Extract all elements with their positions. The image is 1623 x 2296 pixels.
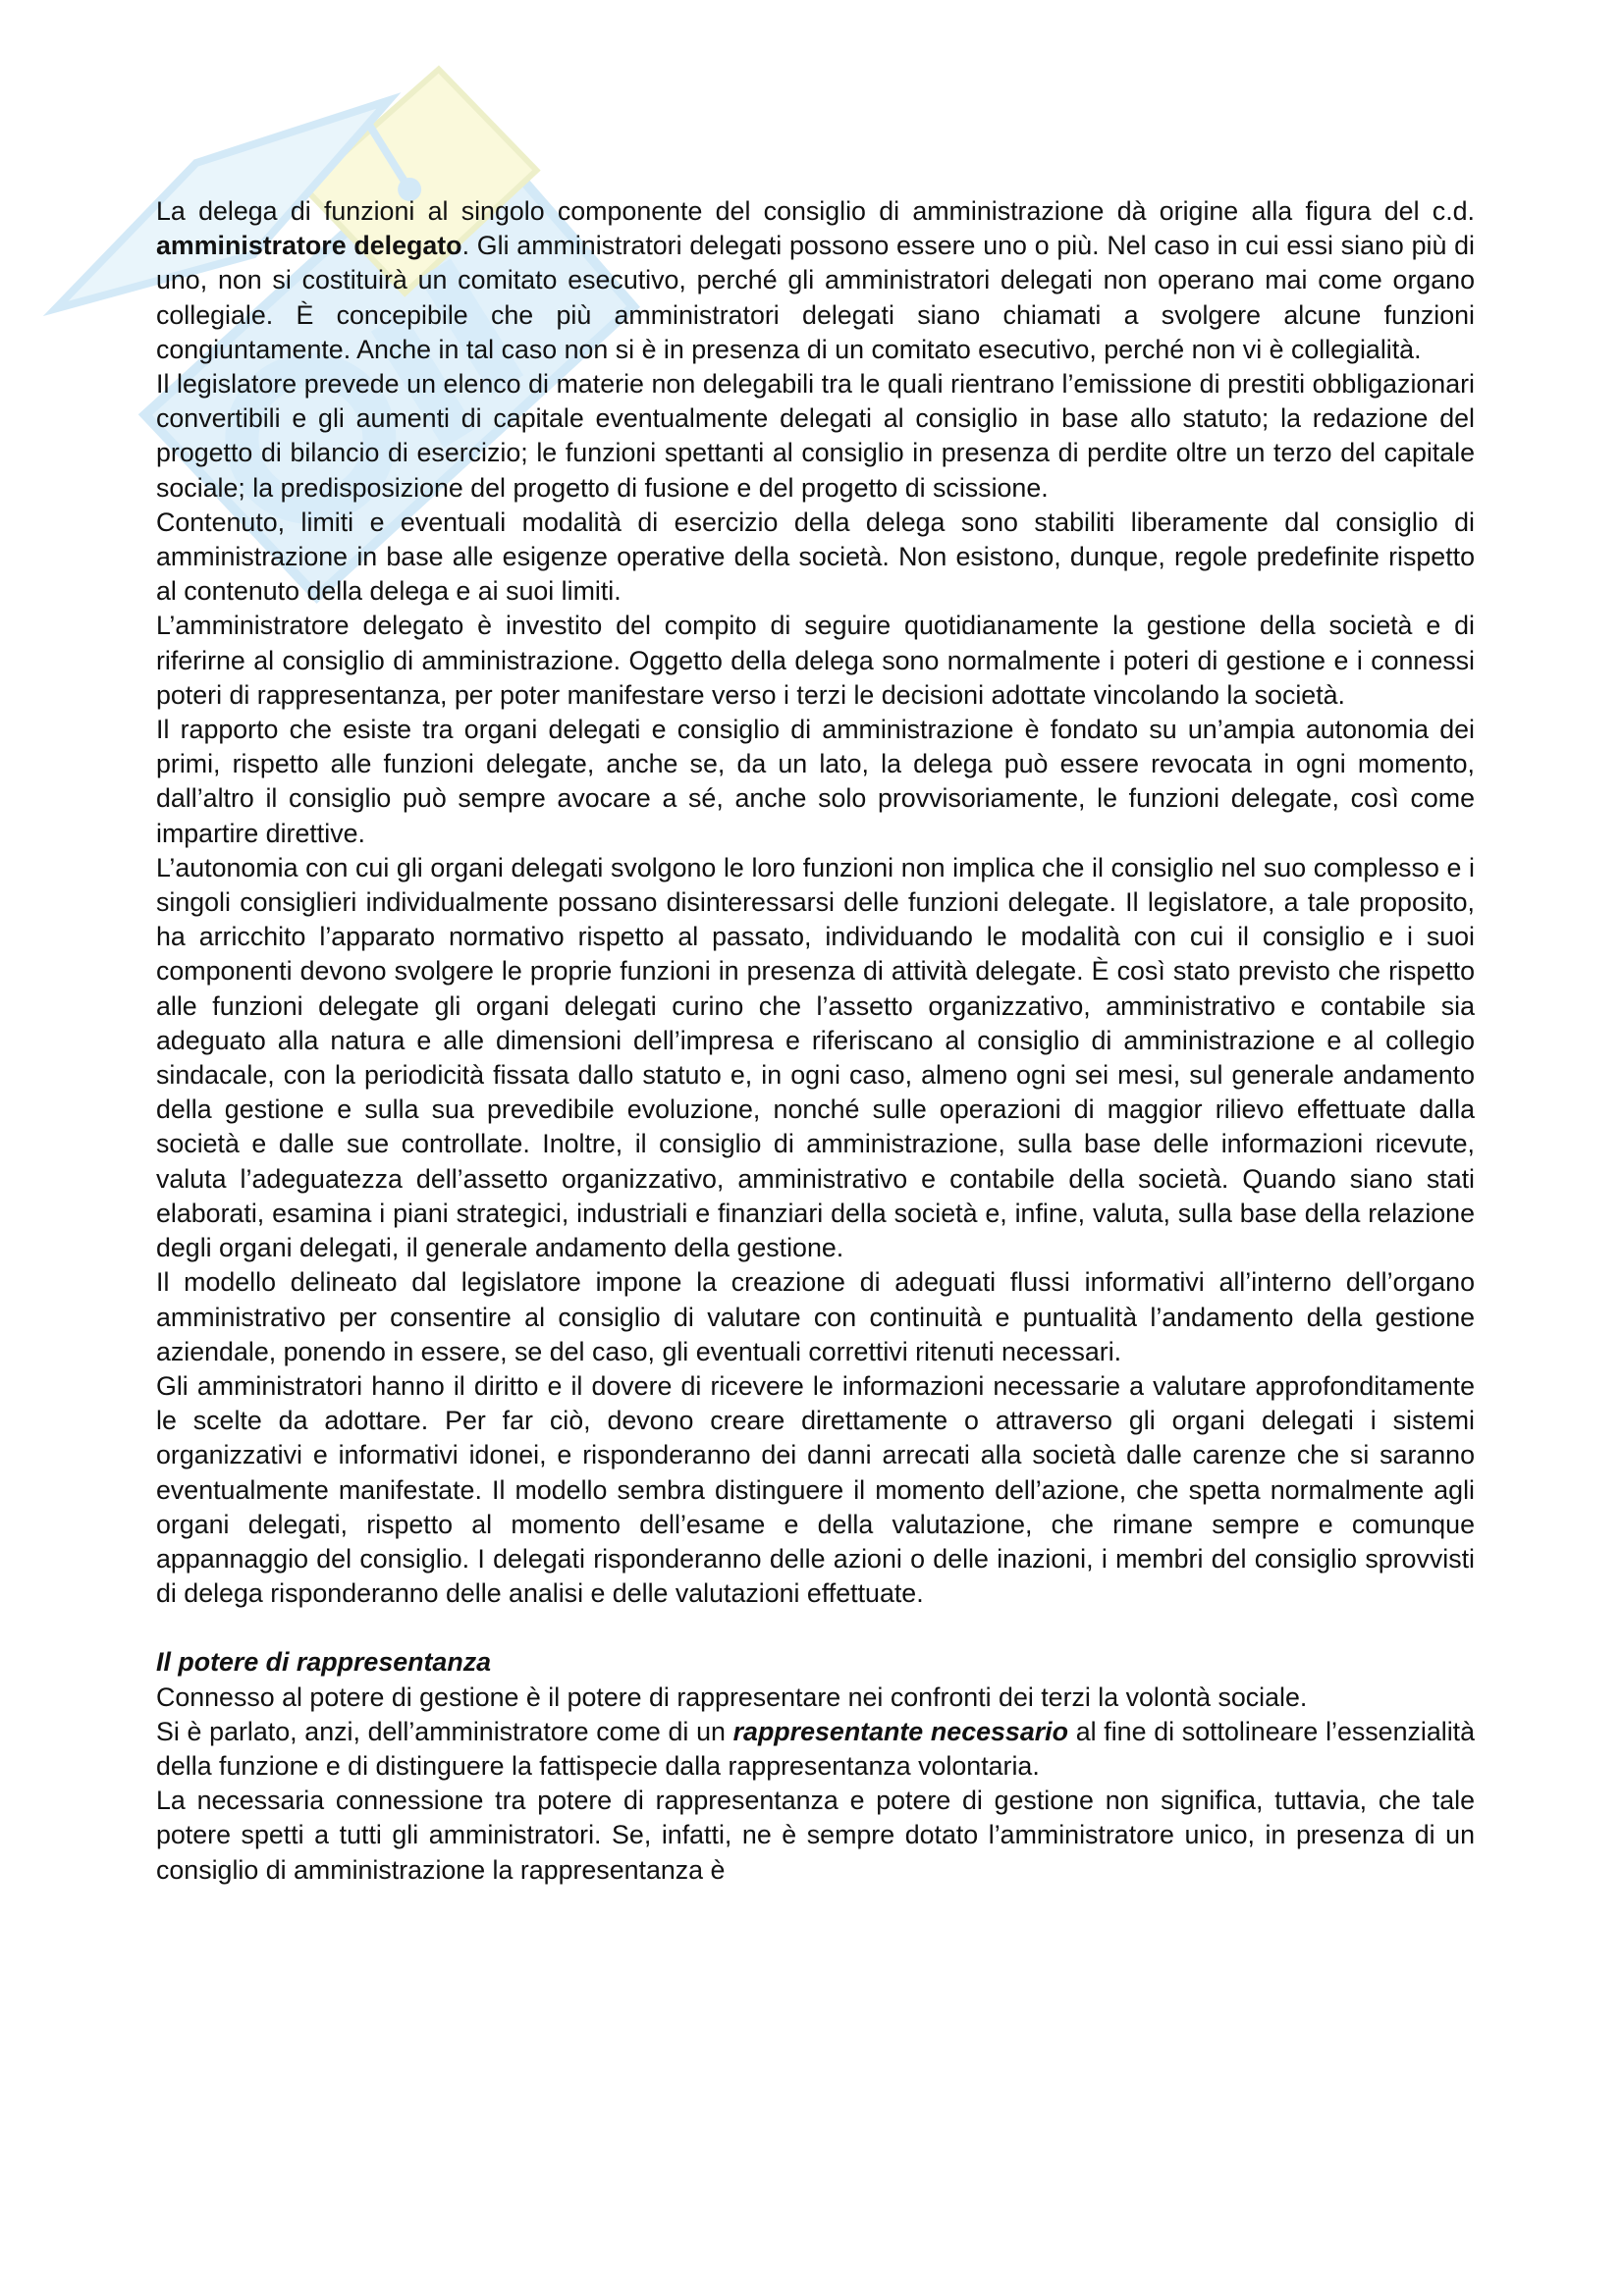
document-page	[156, 194, 1475, 1888]
paragraph-4: L’amministratore delegato è investito del compito di seguire quotidianamente la gestione della società e di riferirne al consiglio di amministrazione. Oggetto della delega sono normalmente i poteri di gestione e i connessi poteri di rappresentanza, per poter manifestare verso i terzi le decisioni adottate vincolando la società.	[156, 611, 1475, 710]
paragraph-7: Il modello delineato dal legislatore impone la creazione di adeguati flussi informativi all’interno dell’organo amministrativo per consentire al consiglio di valutare con continuità e puntualità l’andamento della gestione aziendale, ponendo in essere, se del caso, gli eventuali correttivi ritenuti necessari.	[156, 1267, 1475, 1366]
paragraph-2: Il legislatore prevede un elenco di materie non delegabili tra le quali rientrano l’emissione di prestiti obbligazionari convertibili e gli aumenti di capitale eventualmente delegati al consiglio in base allo statuto; la redazione del progetto di bilancio di esercizio; le funzioni spettanti al consiglio in presenza di perdite oltre un terzo del capitale sociale; la predisposizione del progetto di fusione e del progetto di scissione.	[156, 369, 1475, 503]
term-rappresentante-necessario: rappresentante necessario	[732, 1716, 1068, 1746]
paragraph-1-text-a: La delega di funzioni al singolo componente del consiglio di amministrazione dà origine alla figura del c.d.	[156, 196, 1475, 226]
section-heading: Il potere di rappresentanza	[156, 1647, 492, 1678]
section-paragraph-2	[156, 1715, 1475, 1784]
term-amministratore-delegato: amministratore delegato	[156, 231, 462, 261]
paragraph-8: Gli amministratori hanno il diritto e il dovere di ricevere le informazioni necessarie a valutare approfonditamente le scelte da adottare. Per far ciò, devono creare direttamente o attraverso gli organi delegati i sistemi organizzativi e informativi idonei, e risponderanno dei danni arrecati alla società dalle carenze che si saranno eventualmente manifestate. Il modello sembra distinguere il momento dell’azione, che spetta normalmente agli organi delegati, rispetto al momento dell’esame e della valutazione, che rimane sempre e comunque appannaggio del consiglio. I delegati risponderanno delle azioni o delle inazioni, i membri del consiglio sprovvisti di delega risponderanno delle analisi e delle valutazioni effettuate.	[156, 1370, 1475, 1609]
paragraph-1	[156, 194, 1475, 367]
paragraph-5: Il rapporto che esiste tra organi delegati e consiglio di amministrazione è fondato su un’ampia autonomia dei primi, rispetto alle funzioni delegate, anche se, da un lato, la delega può essere revocata in ogni momento, dall’altro il consiglio può sempre avocare a sé, anche solo provvisoriamente, le funzioni delegate, così come impartire direttive.	[156, 715, 1475, 848]
paragraph-1-text-c: . Gli amministratori delegati possono essere uno o più. Nel caso in cui essi siano più di uno, non si costituirà un comitato esecutivo, perché gli amministratori delegati non operano mai come organo collegiale. È concepibile che più amministratori delegati siano chiamati a svolgere alcune funzioni congiuntamente. Anche in tal caso non si è in presenza di un comitato esecutivo, perché non vi è collegialità.	[156, 231, 1475, 364]
section-paragraph-2-text-c: al fine di sottolineare l’essenzialità della funzione e di distinguere la fattispecie dalla rappresentanza volontaria.	[156, 1716, 1475, 1781]
paragraph-3: Contenuto, limiti e eventuali modalità di esercizio della delega sono stabiliti liberamente dal consiglio di amministrazione in base alle esigenze operative della società. Non esistono, dunque, regole predefinite rispetto al contenuto della delega e ai suoi limiti.	[156, 507, 1475, 607]
paragraph-6: L’autonomia con cui gli organi delegati svolgono le loro funzioni non implica che il consiglio nel suo complesso e i singoli consiglieri individualmente possano disinteressarsi delle funzioni delegate. Il legislatore, a tale proposito, ha arricchito l’apparato normativo rispetto al passato, individuando le modalità con cui il consiglio e i suoi componenti devono svolgere le proprie funzioni in presenza di attività delegate. È così stato previsto che rispetto alle funzioni delegate gli organi delegati curino che l’assetto organizzativo, amministrativo e contabile sia adeguato alla natura e alle dimensioni dell’impresa e riferiscano al consiglio di amministrazione e al collegio sindacale, con la periodicità fissata dallo statuto e, in ogni caso, almeno ogni sei mesi, sul generale andamento della gestione e sulla sua prevedibile evoluzione, nonché sulle operazioni di maggior rilievo effettuate dalla società e dalle sue controllate. Inoltre, il consiglio di amministrazione, sulla base delle informazioni ricevute, valuta l’adeguatezza dell’assetto organizzativo, amministrativo e contabile della società. Quando siano stati elaborati, esamina i piani strategici, industriali e finanziari della società e, infine, valuta, sulla base della relazione degli organi delegati, il generale andamento della gestione.	[156, 852, 1475, 1263]
section-paragraph-3: La necessaria connessione tra potere di rappresentanza e potere di gestione non significa, tuttavia, che tale potere spetti a tutti gli amministratori. Se, infatti, ne è sempre dotato l’amministratore unico, in presenza di un consiglio di amministrazione la rappresentanza è	[156, 1786, 1475, 1885]
section-paragraph-2-text-a: Si è parlato, anzi, dell’amministratore come di un	[156, 1716, 733, 1746]
section-paragraph-1: Connesso al potere di gestione è il potere di rappresentare nei confronti dei terzi la volontà sociale.	[156, 1682, 1308, 1712]
